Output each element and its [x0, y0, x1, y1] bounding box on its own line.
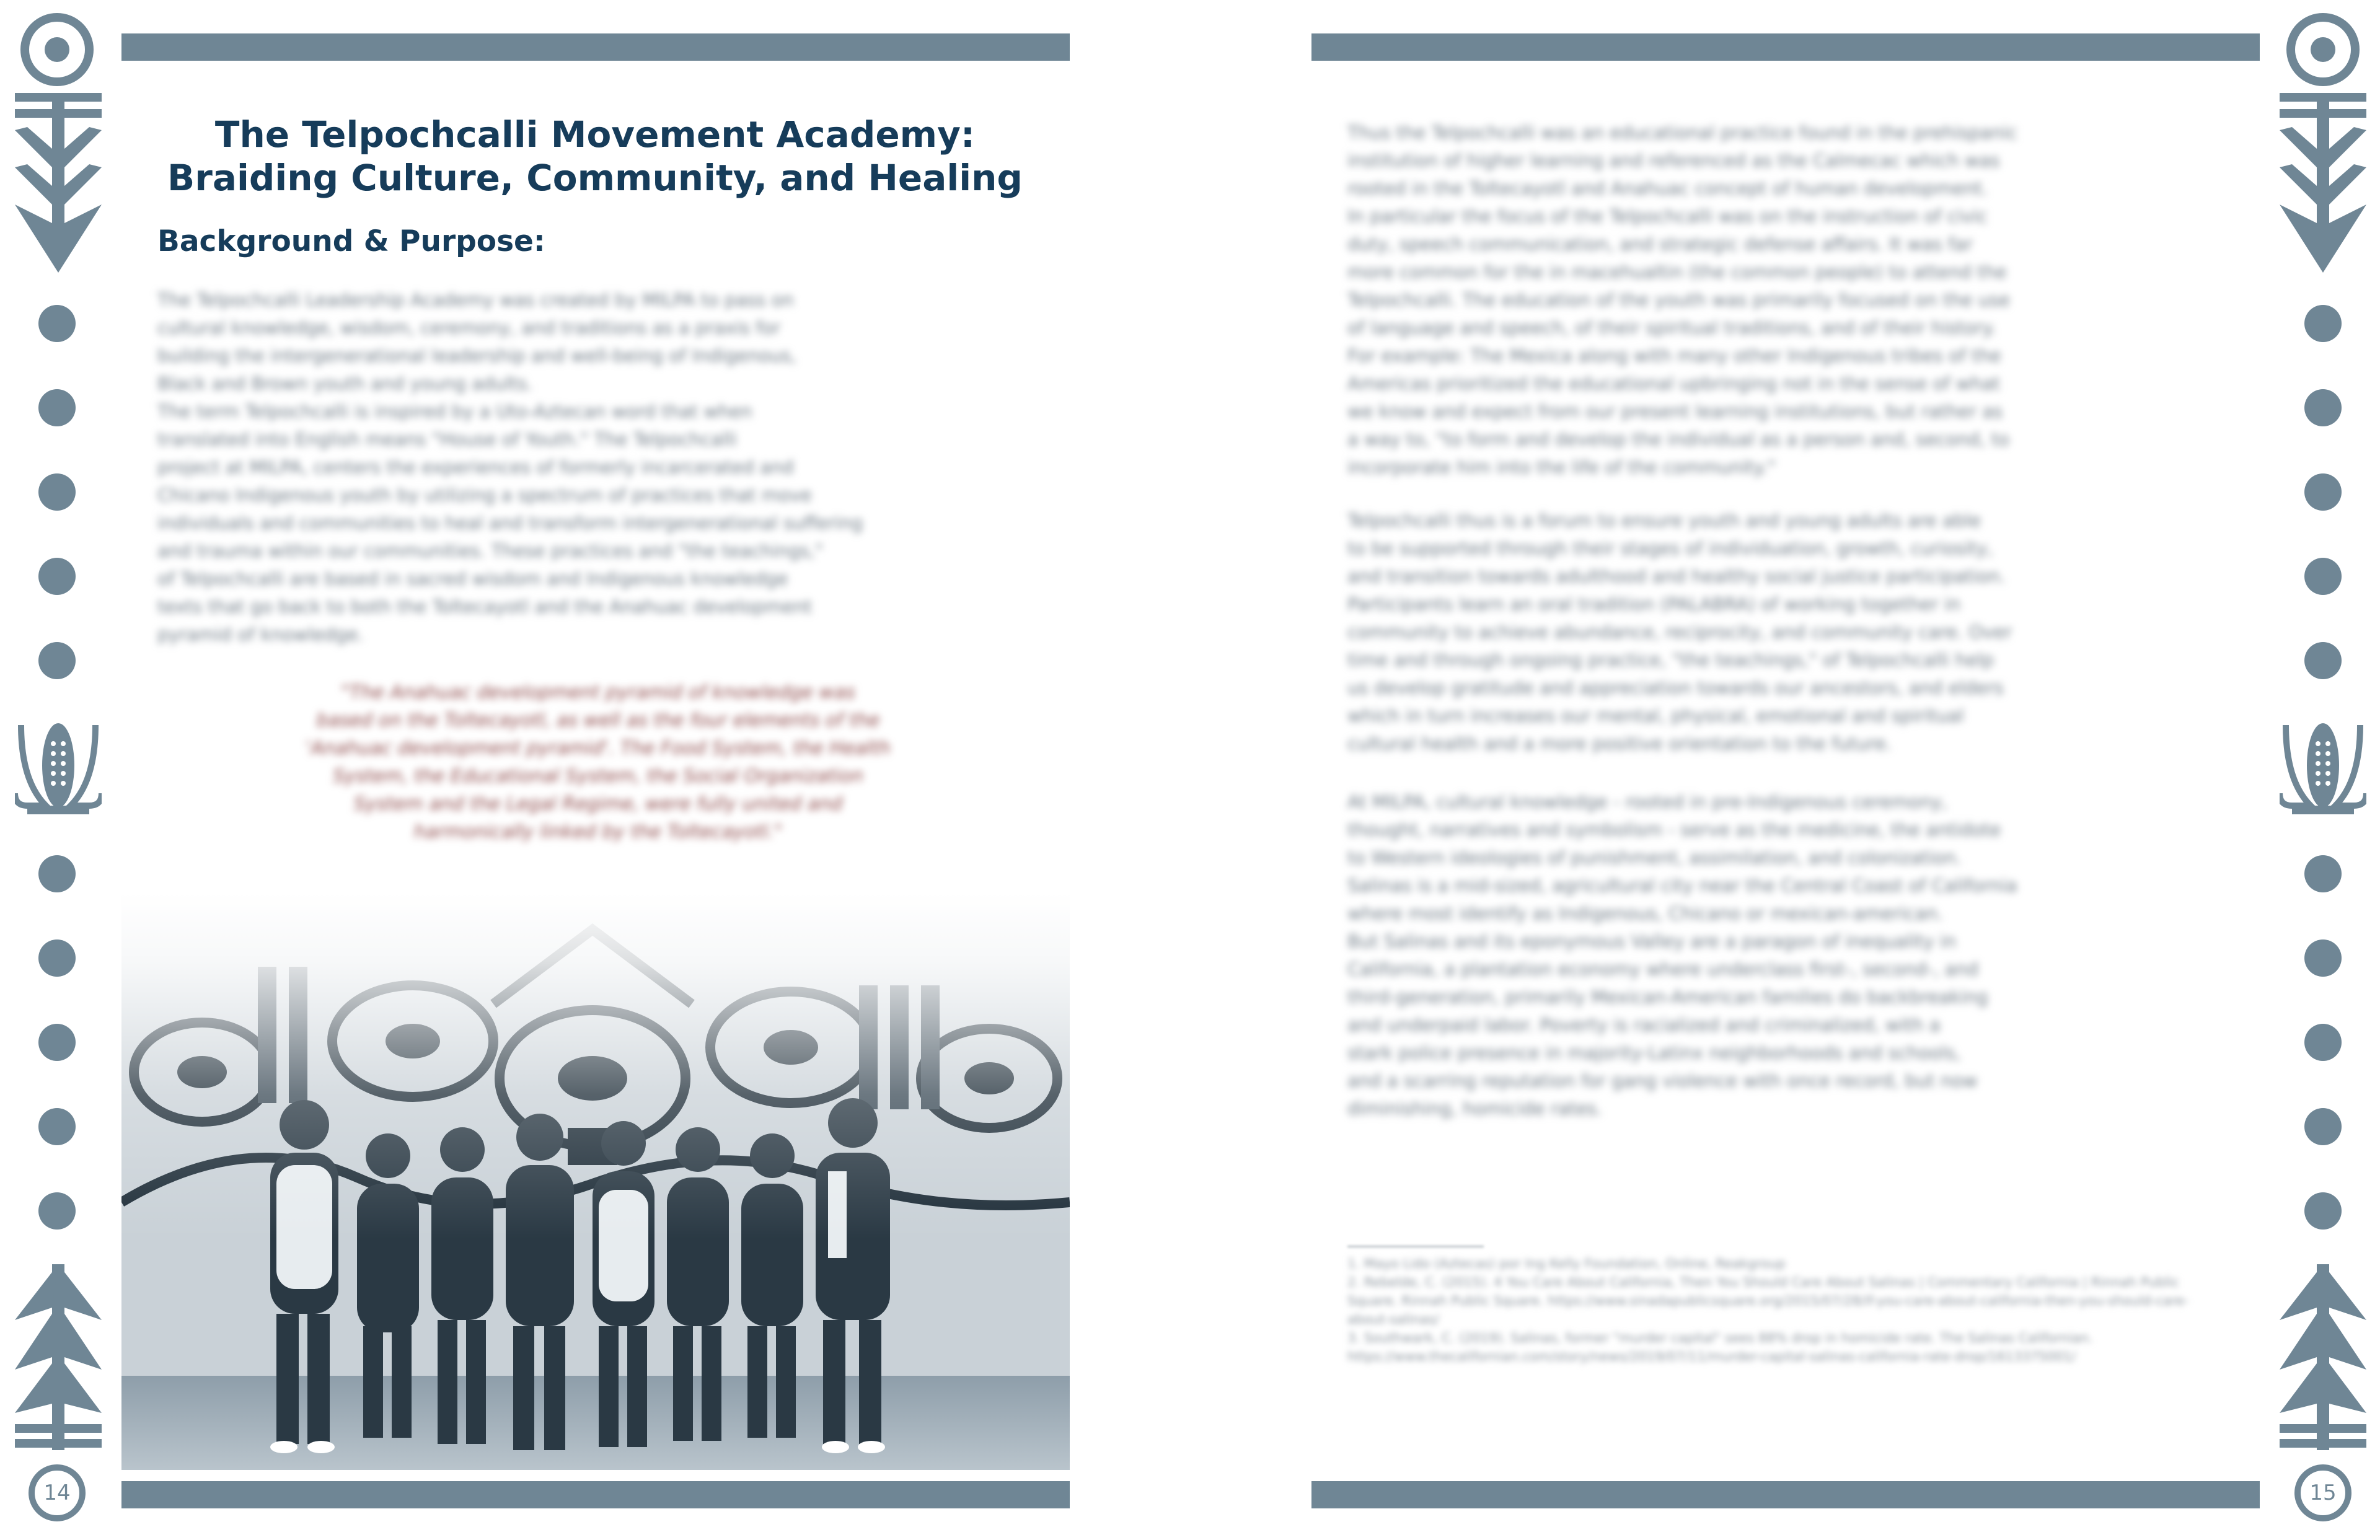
border-dot — [2304, 1024, 2342, 1061]
border-dot — [2304, 1108, 2342, 1145]
tree-icon — [15, 1264, 102, 1450]
border-dot — [2304, 642, 2342, 679]
anahuac-quote: "The Anahuac development pyramid of knowledge was based on the Toltecayotl, as well as the four elements of the 'Anahuac development pyramid'. The Food System, the Health System, the Educational System, the Social Organization System and the Legal Regime, were fully united and harmonically linked by the Toltecayotl." — [306, 682, 891, 843]
border-dot — [2304, 389, 2342, 426]
border-dot — [38, 939, 76, 977]
border-dot — [2304, 305, 2342, 342]
tree-icon — [2280, 1264, 2366, 1450]
border-dot — [38, 642, 76, 679]
section-heading: Background & Purpose: — [157, 224, 545, 258]
right-paragraph-3: At MILPA, cultural knowledge - rooted in pre-Indigenous ceremony, thought, narratives and symbolism - serve as the medicine, the antidote to Western ideologies of punishment, assimilation, and colonization. Salinas is a mid-sized, agricultural city near the Central Coast of California where most identify as Indigenous, Chicano or mexican-american. But Salinas and its eponymous Valley are a paragon of inequality in California, a plantation economy where underclass first-, second-, and third-generation, primarily Mexican-American families do backbreaking and underpaid labor. Poverty is racialized and criminalized, with a stark police presence in majority-Latinx neighborhoods and schools, and a scarring reputation for gang violence with once record, but now diminishing, homicide rates. — [1347, 791, 2017, 1119]
group-photo — [121, 892, 1070, 1470]
right-footnote-rule — [1347, 1246, 1484, 1247]
border-dot — [2304, 855, 2342, 892]
border-dot — [38, 1108, 76, 1145]
border-dot — [38, 1024, 76, 1061]
left-top-bar — [121, 33, 1070, 61]
right-paragraph-2: Telpochcalli thus is a forum to ensure youth and young adults are able to be supported through their stages of individuation, growth, curiosity, and transition towards adulthood and healthy social justice participation. Participants learn an oral tradition (PALABRA) of working together in community to achieve abundance, reciprocity, and community care. Over time and through ongoing practice, "the teachings," of Telpochcalli help us develop gratitude and appreciation towards our ancestors, and elders which in turn increases our mental, physical, emotional and spiritual cultural health and a more positive orientation to the future. — [1347, 510, 2012, 754]
corn-icon — [15, 713, 102, 818]
page-title — [124, 113, 1066, 200]
sun-circle-icon — [20, 12, 94, 87]
border-dot — [2304, 473, 2342, 511]
page-number-right: 15 — [2294, 1464, 2351, 1521]
border-dot — [38, 558, 76, 595]
right-bottom-bar — [1311, 1481, 2260, 1508]
arrow-feather-icon — [2280, 93, 2366, 273]
right-top-bar — [1311, 33, 2260, 61]
left-bottom-bar — [121, 1481, 1070, 1508]
right-footnotes: 1. Mayo Lido (Aztecas) por Ing Kelly Foundation, Online, Reakgroup 2. Rebelde, C. (2015). 4 You Care About California, Then You Should Care About Salinas | Commentary California | Rinnah Public Square. Rinnah Public Square. https://www.sinadapublicsquare.org/2015/07/28/if-you-care-about-california-then-you-should-care-about-salinas/ 3. Southwark, C. (2019). Salinas, former "murder capital" sees 88% drop in homicide rate. The Salinas Californian. https://www.thecalifornian.com/story/news/2019/07/11/murder-capital-salinas-california-rate-drop/1613375001/ — [1347, 1256, 2189, 1364]
page-title-line2: Braiding Culture, Community, and Healing — [167, 157, 1023, 199]
border-dot — [38, 305, 76, 342]
border-dot — [38, 1192, 76, 1230]
right-paragraph-1: Thus the Telpochcalli was an educational practice found in the prehispanic institution of higher learning and referenced as the Calmecac which was rooted in the Toltecayotl and Anahuac concept of human development. In particular the focus of the Telpochcalli was on the instruction of civic duty, speech communication, and strategic defense affairs. It was far more common for the in macehualtin (the common people) to attend the Telpochcalli. The education of the youth was primarily focused on the use of language and speech, of their spiritual traditions, and of their history. For example: The Mexica along with many other Indigenous tribes of the Americas prioritized the educational upbringing not in the sense of what we know and expect from our present learning institutions, but rather as a way to, "to form and develop the individual as a person and, second, to incorporate him into the life of the community." — [1347, 122, 2017, 478]
border-dot — [2304, 939, 2342, 977]
border-dot — [2304, 558, 2342, 595]
border-dot — [38, 389, 76, 426]
border-dot — [38, 473, 76, 511]
border-dot — [38, 855, 76, 892]
page-number-left: 14 — [29, 1464, 86, 1521]
arrow-feather-icon — [15, 93, 102, 273]
corn-icon — [2280, 713, 2366, 818]
sun-circle-icon — [2286, 12, 2360, 87]
page-title-line1: The Telpochcalli Movement Academy: — [214, 113, 976, 156]
background-body-text: The Telpochcalli Leadership Academy was created by MILPA to pass on cultural knowledge, wisdom, ceremony, and traditions as a praxis for building the intergenerational leadership and well-being of Indigenous, Black and Brown youth and young adults. The term Telpochcalli is inspired by a Uto-Aztecan word that when translated into English means "House of Youth." The Telpochcalli project at MILPA, centers the experiences of formerly incarcerated and Chicano Indigenous youth by utilizing a spectrum of practices that move individuals and communities to heal and transform intergenerational suffering and trauma within our communities. These practices and "the teachings," of Telpochcalli are based in sacred wisdom and Indigenous knowledge texts that go back to both the Toltecayotl and the Anahuac development pyramid of knowledge. — [157, 289, 863, 645]
border-dot — [2304, 1192, 2342, 1230]
